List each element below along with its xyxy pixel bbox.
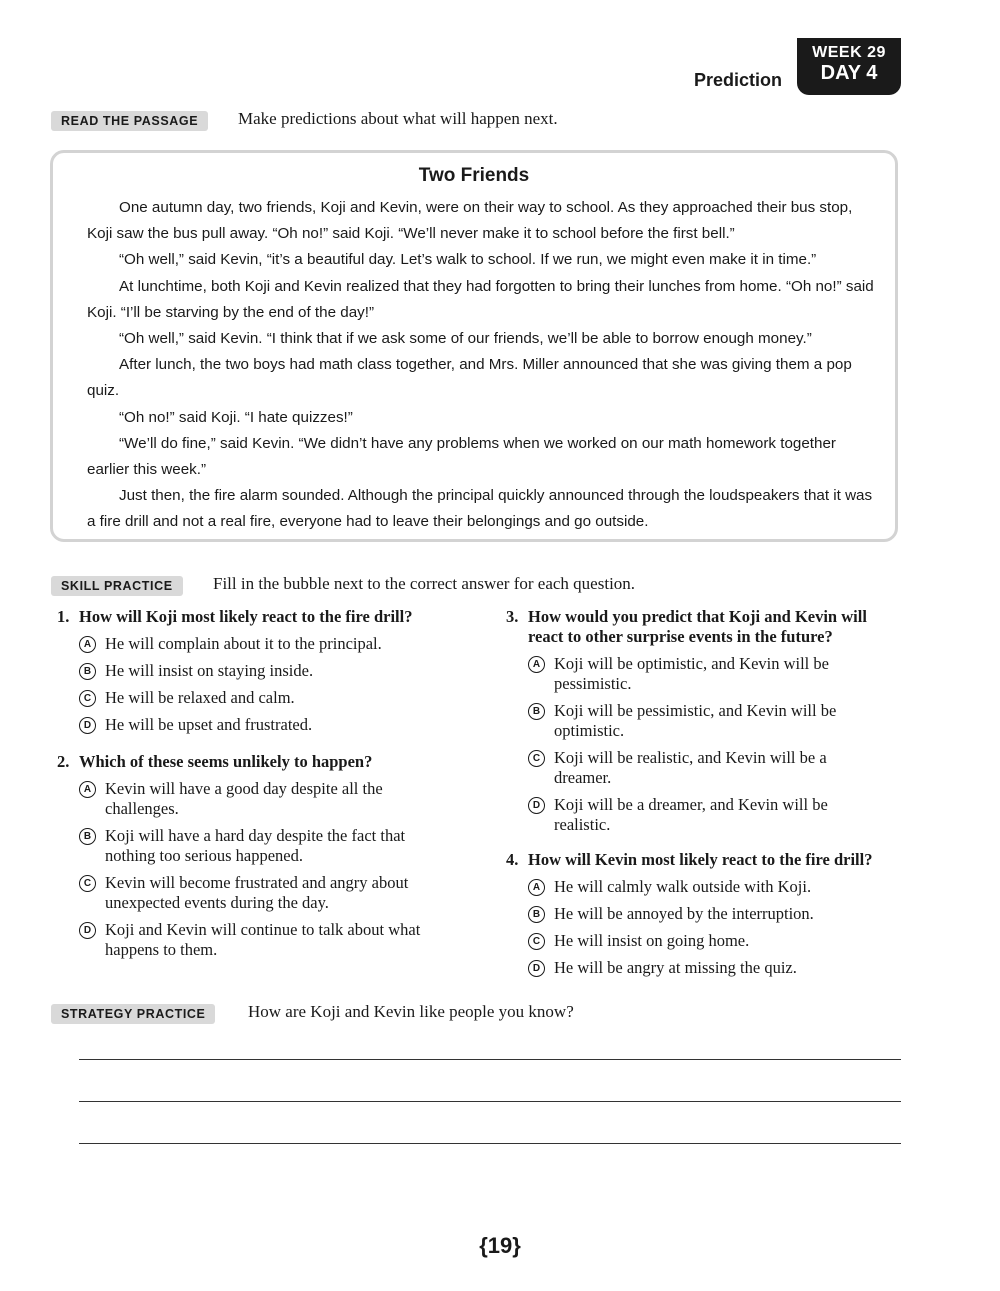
question-text: How will Kevin most likely react to the fire drill? <box>528 850 873 869</box>
passage-title: Two Friends <box>418 165 530 186</box>
answer-bubble[interactable]: C <box>528 933 545 950</box>
answer-line[interactable] <box>79 1143 901 1144</box>
passage-paragraph: Just then, the fire alarm sounded. Although the principal quickly announced through the loudspeakers that it was a fire drill and not a real fire, everyone had to leave their belongings and go outside. <box>87 487 873 531</box>
answer-option[interactable] <box>528 904 906 924</box>
answer-text: He will calmly walk outside with Koji. <box>554 877 812 896</box>
answer-option[interactable] <box>79 688 477 708</box>
answer-bubble[interactable]: D <box>528 797 545 814</box>
answer-text: He will be relaxed and calm. <box>105 688 295 707</box>
answer-option[interactable] <box>528 701 854 741</box>
question-4 <box>506 850 906 978</box>
answer-text: Koji will be optimistic, and Kevin will be pessimistic. <box>554 654 829 693</box>
answer-line[interactable] <box>79 1101 901 1102</box>
passage-box <box>50 150 898 542</box>
answer-bubble[interactable]: B <box>528 906 545 923</box>
week-day-badge <box>797 38 901 95</box>
passage-paragraph: “We’ll do fine,” said Kevin. “We didn’t have any problems when we worked on our math homework together earlier this week.” <box>87 434 836 479</box>
answer-bubble[interactable]: B <box>79 828 96 845</box>
skill-practice-tag: SKILL PRACTICE <box>51 576 183 596</box>
page-number: {19} <box>479 1233 521 1258</box>
answer-option[interactable] <box>528 877 906 897</box>
answer-text: Koji will have a hard day despite the fact that nothing too serious happened. <box>105 826 406 865</box>
answer-text: Koji and Kevin will continue to talk about what happens to them. <box>105 920 421 959</box>
question-text: Which of these seems unlikely to happen? <box>79 752 373 771</box>
answer-bubble[interactable]: D <box>79 717 96 734</box>
answer-bubble[interactable]: B <box>528 703 545 720</box>
question-number: 2. <box>57 752 70 771</box>
answer-bubble[interactable]: A <box>528 656 545 673</box>
answer-option[interactable] <box>528 958 906 978</box>
answer-text: He will insist on going home. <box>554 931 750 950</box>
skill-practice-instruction: Fill in the bubble next to the correct answer for each question. <box>213 574 636 593</box>
week-label: WEEK 29 <box>812 44 886 61</box>
answer-option[interactable] <box>528 654 844 694</box>
answer-bubble[interactable]: D <box>528 960 545 977</box>
answer-text: He will complain about it to the principal. <box>105 634 382 653</box>
question-2 <box>57 752 457 960</box>
question-number: 4. <box>506 850 519 869</box>
question-3 <box>506 607 896 835</box>
answer-option[interactable] <box>79 634 477 654</box>
answer-text: Koji will be pessimistic, and Kevin will be optimistic. <box>554 701 837 740</box>
passage-text <box>87 195 877 536</box>
answer-bubble[interactable]: B <box>79 663 96 680</box>
question-number: 1. <box>57 607 70 626</box>
answer-option[interactable] <box>79 779 395 819</box>
answer-bubble[interactable]: C <box>79 690 96 707</box>
question-text: How would you predict that Koji and Kevin will react to other surprise events in the future? <box>528 607 867 646</box>
passage-paragraph: One autumn day, two friends, Koji and Kevin, were on their way to school. As they approached their bus stop, Koji saw the bus pull away. “Oh no!” said Koji. “We’ll never make it to school before the first bell.” <box>87 199 853 243</box>
read-passage-instruction: Make predictions about what will happen next. <box>238 109 558 128</box>
question-text: How will Koji most likely react to the fire drill? <box>79 607 413 626</box>
answer-option[interactable] <box>79 661 477 681</box>
answer-option[interactable] <box>528 931 906 951</box>
answer-option[interactable] <box>79 715 477 735</box>
answer-bubble[interactable]: A <box>79 781 96 798</box>
answer-bubble[interactable]: A <box>528 879 545 896</box>
answer-text: Kevin will have a good day despite all the challenges. <box>105 779 383 818</box>
answer-option[interactable] <box>79 873 450 913</box>
answer-line[interactable] <box>79 1059 901 1060</box>
answer-bubble[interactable]: D <box>79 922 96 939</box>
answer-bubble[interactable]: C <box>79 875 96 892</box>
read-passage-tag: READ THE PASSAGE <box>51 111 208 131</box>
answer-option[interactable] <box>79 826 415 866</box>
answer-option[interactable] <box>528 795 844 835</box>
answer-text: Kevin will become frustrated and angry about unexpected events during the day. <box>105 873 409 912</box>
question-1 <box>57 607 477 735</box>
answer-text: Koji will be a dreamer, and Kevin will be realistic. <box>554 795 828 834</box>
answer-text: He will insist on staying inside. <box>105 661 314 680</box>
answer-text: He will be upset and frustrated. <box>105 715 313 734</box>
lesson-topic: Prediction <box>694 70 783 90</box>
answer-text: He will be annoyed by the interruption. <box>554 904 814 923</box>
answer-option[interactable] <box>528 748 854 788</box>
passage-paragraph: At lunchtime, both Koji and Kevin realized that they had forgotten to bring their lunches from home. “Oh no!” said Koji. “I’ll be starving by the end of the day!” <box>87 277 874 321</box>
strategy-practice-tag: STRATEGY PRACTICE <box>51 1004 215 1024</box>
day-label: DAY 4 <box>820 62 878 84</box>
passage-paragraph: “Oh well,” said Kevin. “I think that if we ask some of our friends, we’ll be able to borrow enough money.” <box>119 330 812 348</box>
strategy-practice-instruction: How are Koji and Kevin like people you know? <box>248 1002 574 1021</box>
passage-paragraph: “Oh well,” said Kevin, “it’s a beautiful day. Let’s walk to school. If we run, we might even make it in time.” <box>119 251 817 269</box>
question-number: 3. <box>506 607 519 626</box>
answer-text: Koji will be realistic, and Kevin will be a dreamer. <box>554 748 827 787</box>
answer-option[interactable] <box>79 920 425 960</box>
answer-bubble[interactable]: C <box>528 750 545 767</box>
answer-text: He will be angry at missing the quiz. <box>554 958 797 977</box>
passage-paragraph: “Oh no!” said Koji. “I hate quizzes!” <box>119 408 353 426</box>
passage-paragraph: After lunch, the two boys had math class together, and Mrs. Miller announced that she was giving them a pop quiz. <box>87 356 852 400</box>
answer-bubble[interactable]: A <box>79 636 96 653</box>
